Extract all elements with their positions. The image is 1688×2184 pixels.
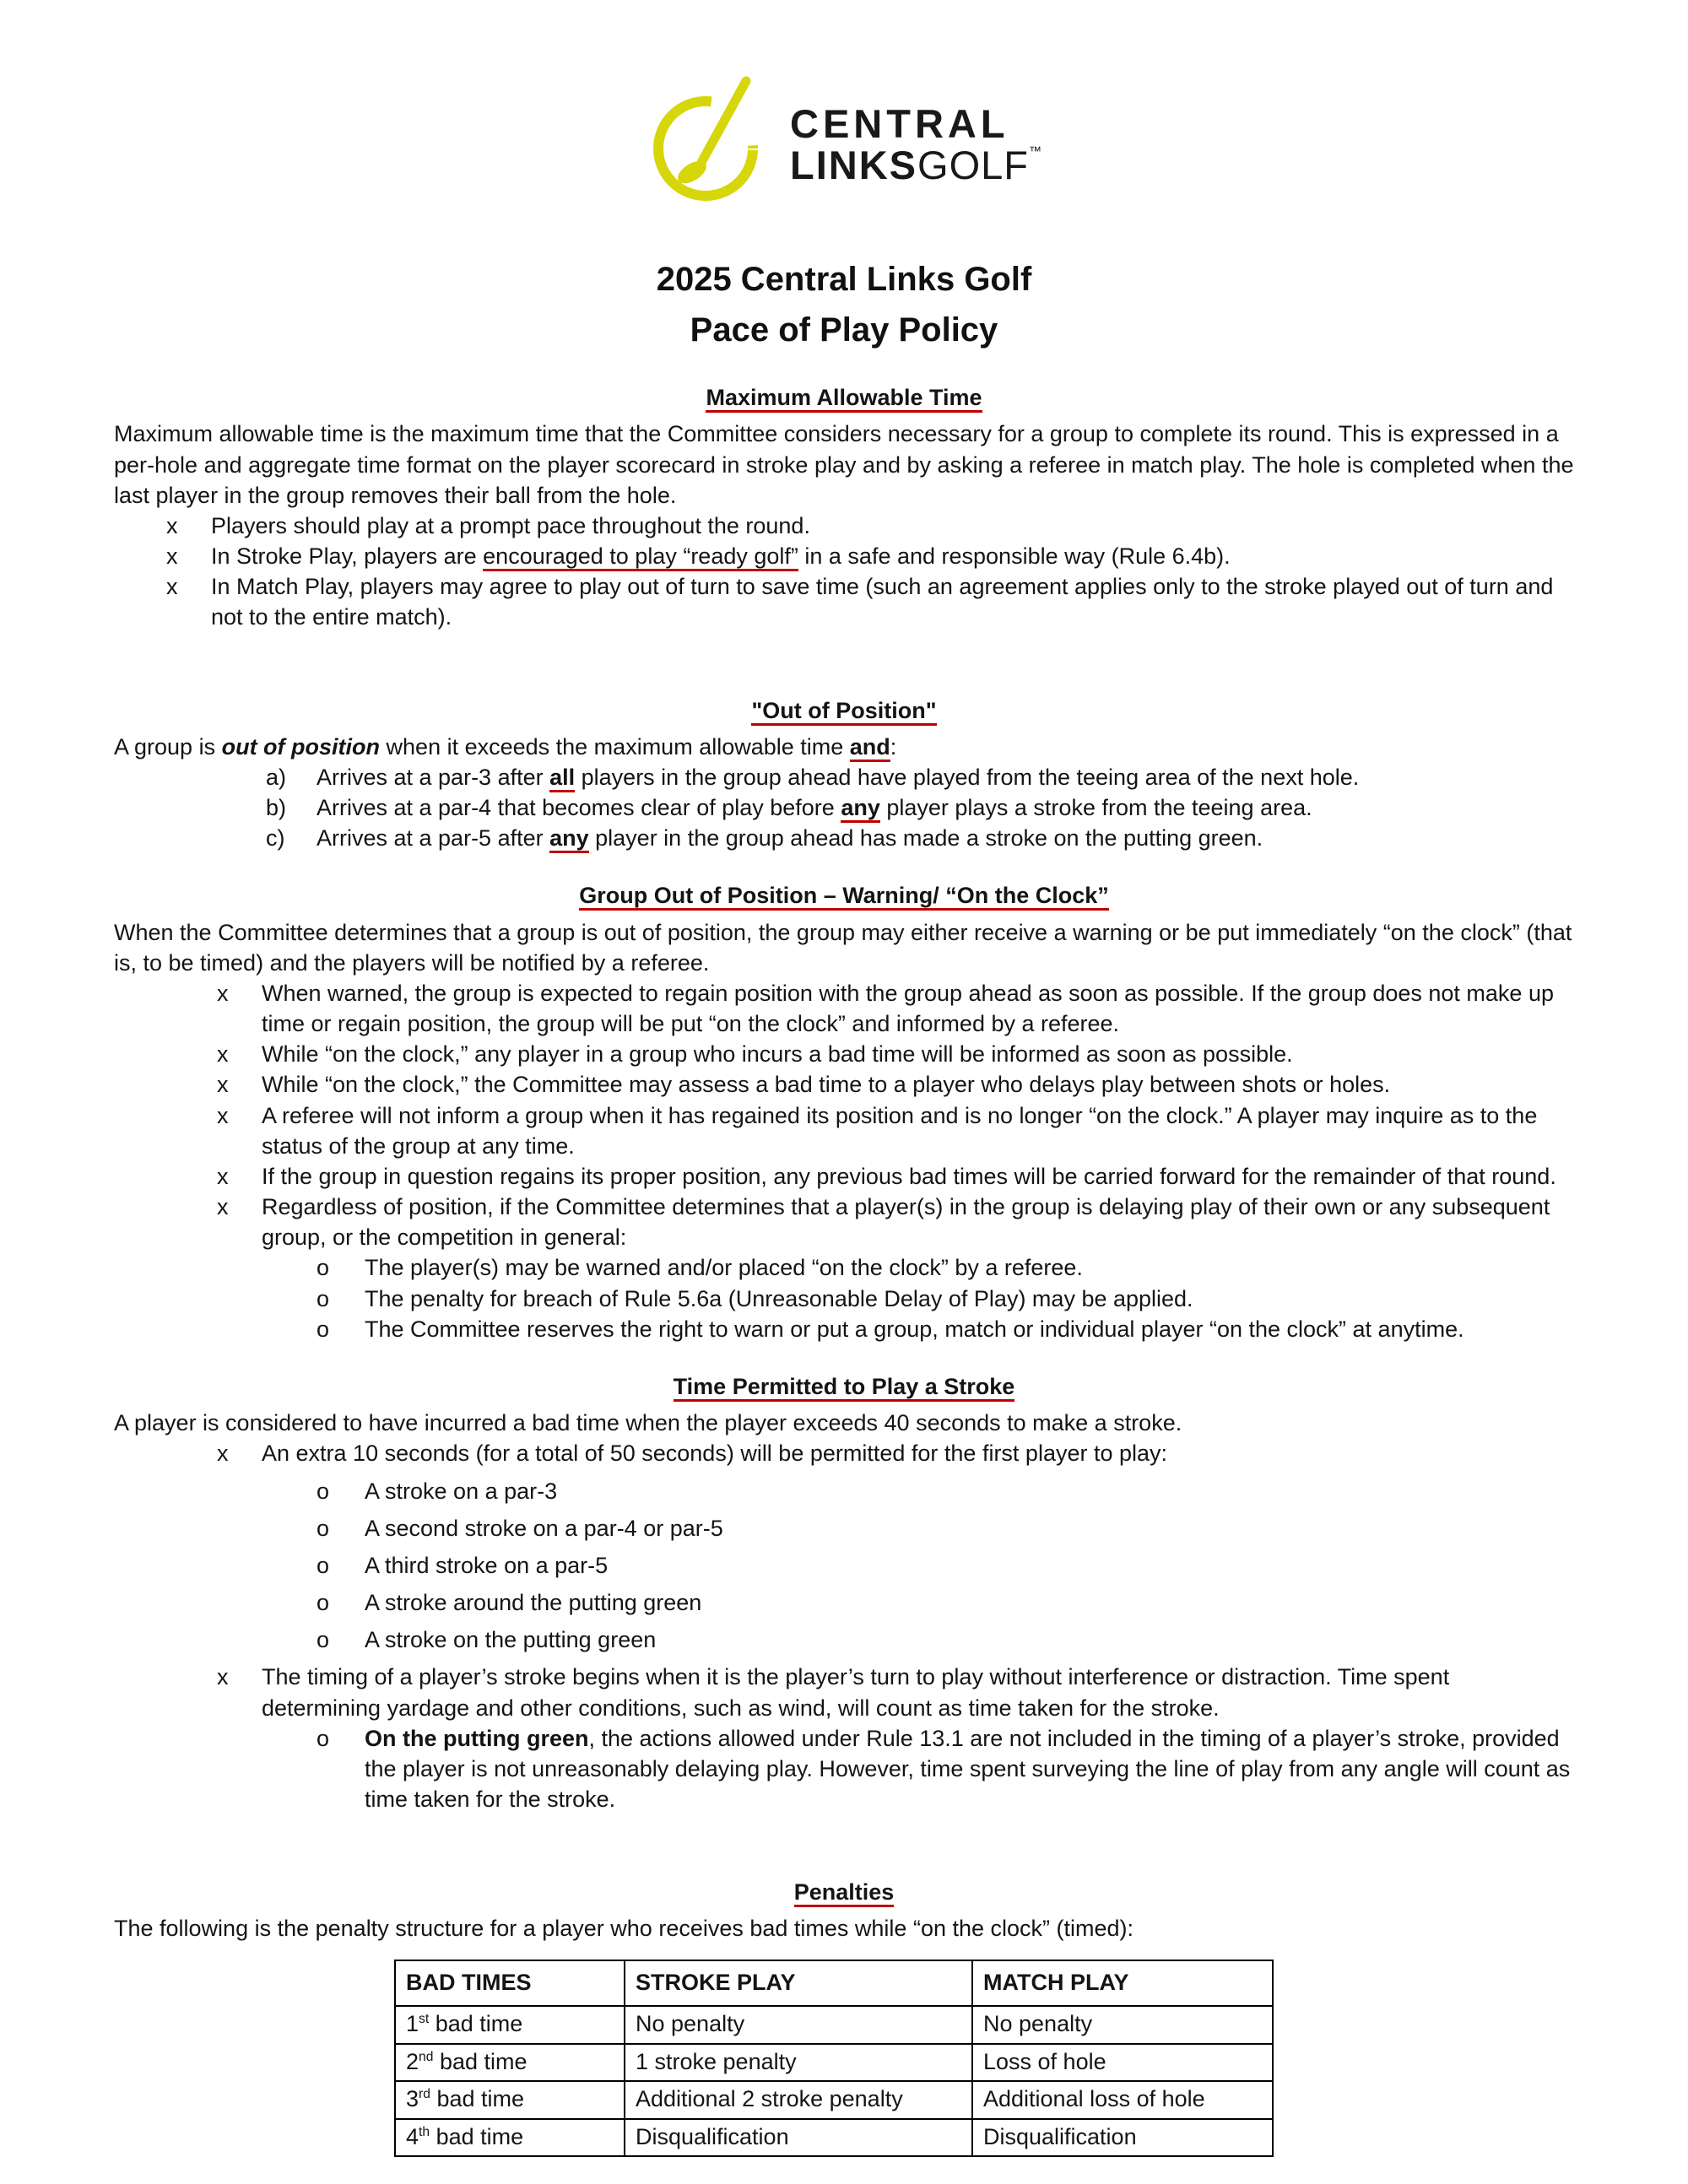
text-run: On the putting green: [365, 1725, 589, 1751]
text-run: While “on the clock,” the Committee may assess a bad time to a player who delays play between shots or holes.: [262, 1072, 1391, 1098]
list-item-text: [316, 795, 1312, 823]
text-run: Players should play at a prompt pace throughout the round.: [211, 512, 810, 538]
list-marker: x: [217, 1163, 229, 1189]
table-cell: [972, 2044, 1273, 2082]
list-item: [114, 541, 1574, 571]
list-item-text: [262, 1441, 1167, 1466]
text-run: bad time: [433, 2048, 528, 2074]
list-marker: x: [217, 1041, 229, 1068]
list-item-text: [262, 1103, 1537, 1159]
text-run: Arrives at a par-3 after: [316, 764, 550, 790]
text-run: nd: [419, 2049, 434, 2064]
text-run: Maximum Allowable Time: [706, 385, 982, 413]
list-marker: x: [217, 1194, 229, 1220]
list-item: [114, 511, 1574, 541]
table-cell: [972, 2006, 1273, 2044]
list-marker: a): [266, 764, 287, 790]
text-run: player plays a stroke from the teeing area.: [879, 795, 1312, 821]
list-item: [114, 1476, 1574, 1506]
list-item: [114, 1252, 1574, 1283]
table-cell: [395, 2006, 625, 2044]
text-run: th: [419, 2124, 430, 2139]
text-run: When the Committee determines that a group is out of position, the group may either receive a warning or be put immediately “on the clock” (that is, to be timed) and the players will be notified by a referee.: [114, 919, 1572, 976]
text-run: A third stroke on a par-5: [365, 1552, 609, 1578]
table-cell: [395, 2044, 625, 2082]
list-item: [114, 1587, 1574, 1618]
table-header-cell: BAD TIMES: [395, 1960, 625, 2007]
text-run: Additional 2 stroke penalty: [636, 2086, 903, 2112]
table-cell: [395, 2119, 625, 2157]
table-cell: [625, 2044, 972, 2082]
list-marker: o: [316, 1478, 330, 1504]
text-run: 1 stroke penalty: [636, 2048, 797, 2074]
list-item-text: [262, 1194, 1550, 1250]
list-item: [114, 1039, 1574, 1069]
text-run: 2: [406, 2048, 419, 2074]
list-item-text: [262, 1164, 1556, 1189]
table-row: [395, 2006, 1273, 2044]
text-run: The timing of a player’s stroke begins when it is the player’s turn to play without interference or distraction. Time spent determining yardage and other conditions, such as wind, will count as time taken for the stroke.: [262, 1664, 1450, 1721]
text-run: A stroke around the putting green: [365, 1590, 702, 1616]
list-marker: b): [266, 795, 287, 821]
table-cell: [625, 2119, 972, 2157]
brand-golf: GOLF: [917, 142, 1029, 187]
text-run: 1: [406, 2011, 419, 2037]
text-run: Regardless of position, if the Committee determines that a player(s) in the group is delaying play of their own or any subsequent group, or the competition in general:: [262, 1194, 1550, 1251]
list-item: [114, 1192, 1574, 1252]
table-cell: [395, 2081, 625, 2119]
list-item: [114, 1513, 1574, 1543]
penalty-table: [394, 1960, 1274, 2158]
table-cell: [972, 2119, 1273, 2157]
list-item: [114, 1662, 1574, 1722]
text-run: Time Permitted to Play a Stroke: [674, 1374, 1015, 1402]
text-run: Additional loss of hole: [983, 2086, 1205, 2112]
text-run: If the group in question regains its proper position, any previous bad times will be carried forward for the remainder of that round.: [262, 1163, 1556, 1189]
text-run: player in the group ahead has made a stroke on the putting green.: [588, 825, 1263, 851]
list-item: [114, 978, 1574, 1039]
list-item-text: [262, 1072, 1390, 1097]
text-run: A player is considered to have incurred a bad time when the player exceeds 40 seconds to make a stroke.: [114, 1410, 1182, 1436]
section-heading: [114, 1877, 1574, 1907]
brand-links: LINKS: [790, 142, 918, 187]
list-item-text: [365, 1553, 608, 1578]
text-run: rd: [419, 2087, 430, 2102]
table-header-cell: STROKE PLAY: [625, 1960, 972, 2007]
text-run: , the actions allowed under Rule 13.1 are not included in the timing of a player’s stroke, provided the player is not unreasonably delaying play. However, time spent surveying the line of play from any angle will count as time taken for the stroke.: [365, 1725, 1571, 1813]
list-item-text: [262, 1041, 1293, 1067]
text-run: A group is: [114, 733, 222, 760]
list-item-text: [316, 765, 1359, 792]
list-item-text: [365, 1726, 1570, 1812]
list-marker: x: [166, 574, 178, 600]
brand-line1: CENTRAL: [790, 100, 1009, 146]
text-run: "Out of Position": [751, 698, 936, 726]
list-item-text: [365, 1316, 1464, 1342]
text-run: Loss of hole: [983, 2048, 1106, 2074]
text-run: Disqualification: [983, 2123, 1137, 2149]
text-run: bad time: [430, 2086, 525, 2112]
document-body: [114, 382, 1574, 2157]
table-header-cell: MATCH PLAY: [972, 1960, 1273, 2007]
list-item-text: [316, 825, 1263, 853]
document-title: [114, 254, 1574, 355]
paragraph: [114, 1913, 1574, 1943]
list-item: [114, 1550, 1574, 1581]
list-item: [114, 1069, 1574, 1100]
text-run: st: [419, 2012, 430, 2027]
list-marker: x: [217, 1664, 229, 1690]
text-run: encouraged to play “ready golf”: [483, 543, 798, 571]
text-run: all: [549, 765, 575, 792]
list-marker: o: [316, 1590, 330, 1616]
list-item: [114, 1438, 1574, 1468]
list-item: [114, 1100, 1574, 1161]
text-run: out of position: [221, 733, 381, 760]
text-run: bad time: [430, 2123, 524, 2149]
text-run: A stroke on a par-3: [365, 1478, 558, 1504]
text-run: When warned, the group is expected to regain position with the group ahead as soon as possible. If the group does not make up time or regain position, the group will be put “on the clock” and informed by a referee.: [262, 980, 1554, 1037]
list-marker: o: [316, 1725, 330, 1751]
list-item-text: [262, 1664, 1449, 1720]
trademark-symbol: ™: [1028, 143, 1041, 159]
text-run: Arrives at a par-4 that becomes clear of play before: [316, 795, 841, 821]
text-run: A stroke on the putting green: [365, 1627, 657, 1653]
text-run: Penalties: [794, 1879, 895, 1907]
text-run: Arrives at a par-5 after: [316, 825, 550, 851]
text-run: In Stroke Play, players are: [211, 543, 484, 570]
table-header-row: [395, 1960, 1273, 2007]
text-run: The player(s) may be warned and/or placed “on the clock” by a referee.: [365, 1255, 1083, 1281]
brand-wordmark: [790, 100, 1041, 187]
list-marker: c): [266, 825, 285, 851]
list-item: [114, 1161, 1574, 1192]
list-marker: o: [316, 1255, 330, 1281]
list-item: [114, 823, 1574, 853]
text-run: An extra 10 seconds (for a total of 50 seconds) will be permitted for the first player to play:: [262, 1441, 1168, 1467]
text-run: The penalty for breach of Rule 5.6a (Unreasonable Delay of Play) may be applied.: [365, 1285, 1193, 1311]
brand-logo: [114, 74, 1574, 215]
table-cell: [625, 2081, 972, 2119]
table-cell: [625, 2006, 972, 2044]
paragraph: [114, 1408, 1574, 1438]
text-run: any: [549, 825, 589, 853]
list-item-text: [365, 1627, 656, 1652]
list-marker: o: [316, 1285, 330, 1311]
text-run: No penalty: [983, 2011, 1093, 2037]
text-run: when it exceeds the maximum allowable time: [380, 733, 850, 760]
text-run: The Committee reserves the right to warn or put a group, match or individual player “on the clock” at anytime.: [365, 1316, 1464, 1342]
title-line2: Pace of Play Policy: [690, 311, 998, 349]
text-run: 3: [406, 2086, 419, 2112]
section-heading: [114, 880, 1574, 911]
text-run: In Match Play, players may agree to play out of turn to save time (such an agreement applies only to the stroke played out of turn and not to the entire match).: [211, 574, 1554, 630]
text-run: in a safe and responsible way (Rule 6.4b).: [798, 543, 1231, 570]
table-row: [395, 2119, 1273, 2157]
paragraph: [114, 732, 1574, 762]
list-item-text: [211, 543, 1231, 571]
text-run: :: [890, 733, 897, 760]
list-marker: x: [217, 1102, 229, 1128]
text-run: Maximum allowable time is the maximum time that the Committee considers necessary for a group to complete its round. This is expressed in a per-hole and aggregate time format on the player scorecard in stroke play and by asking a referee in match play. The hole is completed when the last player in the group removes their ball from the hole.: [114, 421, 1574, 508]
paragraph: [114, 917, 1574, 978]
list-item-text: [211, 574, 1553, 630]
list-item: [114, 571, 1574, 632]
list-item-text: [365, 1590, 701, 1615]
text-run: Disqualification: [636, 2123, 789, 2149]
text-run: any: [841, 795, 880, 823]
list-marker: x: [166, 512, 178, 538]
list-item-text: [365, 1479, 557, 1504]
text-run: While “on the clock,” any player in a group who incurs a bad time will be informed as soon as possible.: [262, 1041, 1293, 1068]
text-run: Group Out of Position – Warning/ “On the Clock”: [579, 883, 1109, 911]
list-item: [114, 1624, 1574, 1655]
table-row: [395, 2044, 1273, 2082]
spacer: [114, 633, 1574, 668]
text-run: The following is the penalty structure for a player who receives bad times while “on the clock” (timed):: [114, 1916, 1134, 1942]
list-item: [114, 1723, 1574, 1815]
list-marker: o: [316, 1515, 330, 1541]
list-item-text: [262, 981, 1554, 1036]
section-heading: [114, 382, 1574, 413]
list-item-text: [365, 1255, 1083, 1280]
text-run: 4: [406, 2123, 419, 2149]
list-item: [114, 792, 1574, 823]
list-marker: o: [316, 1552, 330, 1578]
paragraph: [114, 419, 1574, 511]
text-run: No penalty: [636, 2011, 745, 2037]
list-item: [114, 762, 1574, 792]
spacer: [114, 1814, 1574, 1850]
list-marker: x: [166, 543, 178, 570]
text-run: and: [850, 734, 890, 762]
table-row: [395, 2081, 1273, 2119]
list-item-text: [365, 1516, 723, 1541]
list-marker: x: [217, 1072, 229, 1098]
brand-line2: [790, 142, 1041, 187]
list-marker: x: [217, 1441, 229, 1467]
list-item: [114, 1284, 1574, 1314]
list-marker: o: [316, 1316, 330, 1342]
list-marker: x: [217, 980, 229, 1006]
list-item-text: [211, 513, 810, 538]
list-item: [114, 1314, 1574, 1344]
list-item-text: [365, 1286, 1193, 1311]
title-line1: 2025 Central Links Golf: [656, 261, 1032, 299]
section-heading: [114, 1371, 1574, 1402]
text-run: A referee will not inform a group when it has regained its position and is no longer “on the clock.” A player may inquire as to the status of the group at any time.: [262, 1102, 1538, 1159]
text-run: players in the group ahead have played from the teeing area of the next hole.: [575, 764, 1360, 790]
text-run: A second stroke on a par-4 or par-5: [365, 1515, 723, 1541]
list-marker: o: [316, 1627, 330, 1653]
table-cell: [972, 2081, 1273, 2119]
golf-club-circle-icon: [647, 74, 773, 215]
section-heading: [114, 695, 1574, 726]
text-run: bad time: [429, 2011, 523, 2037]
